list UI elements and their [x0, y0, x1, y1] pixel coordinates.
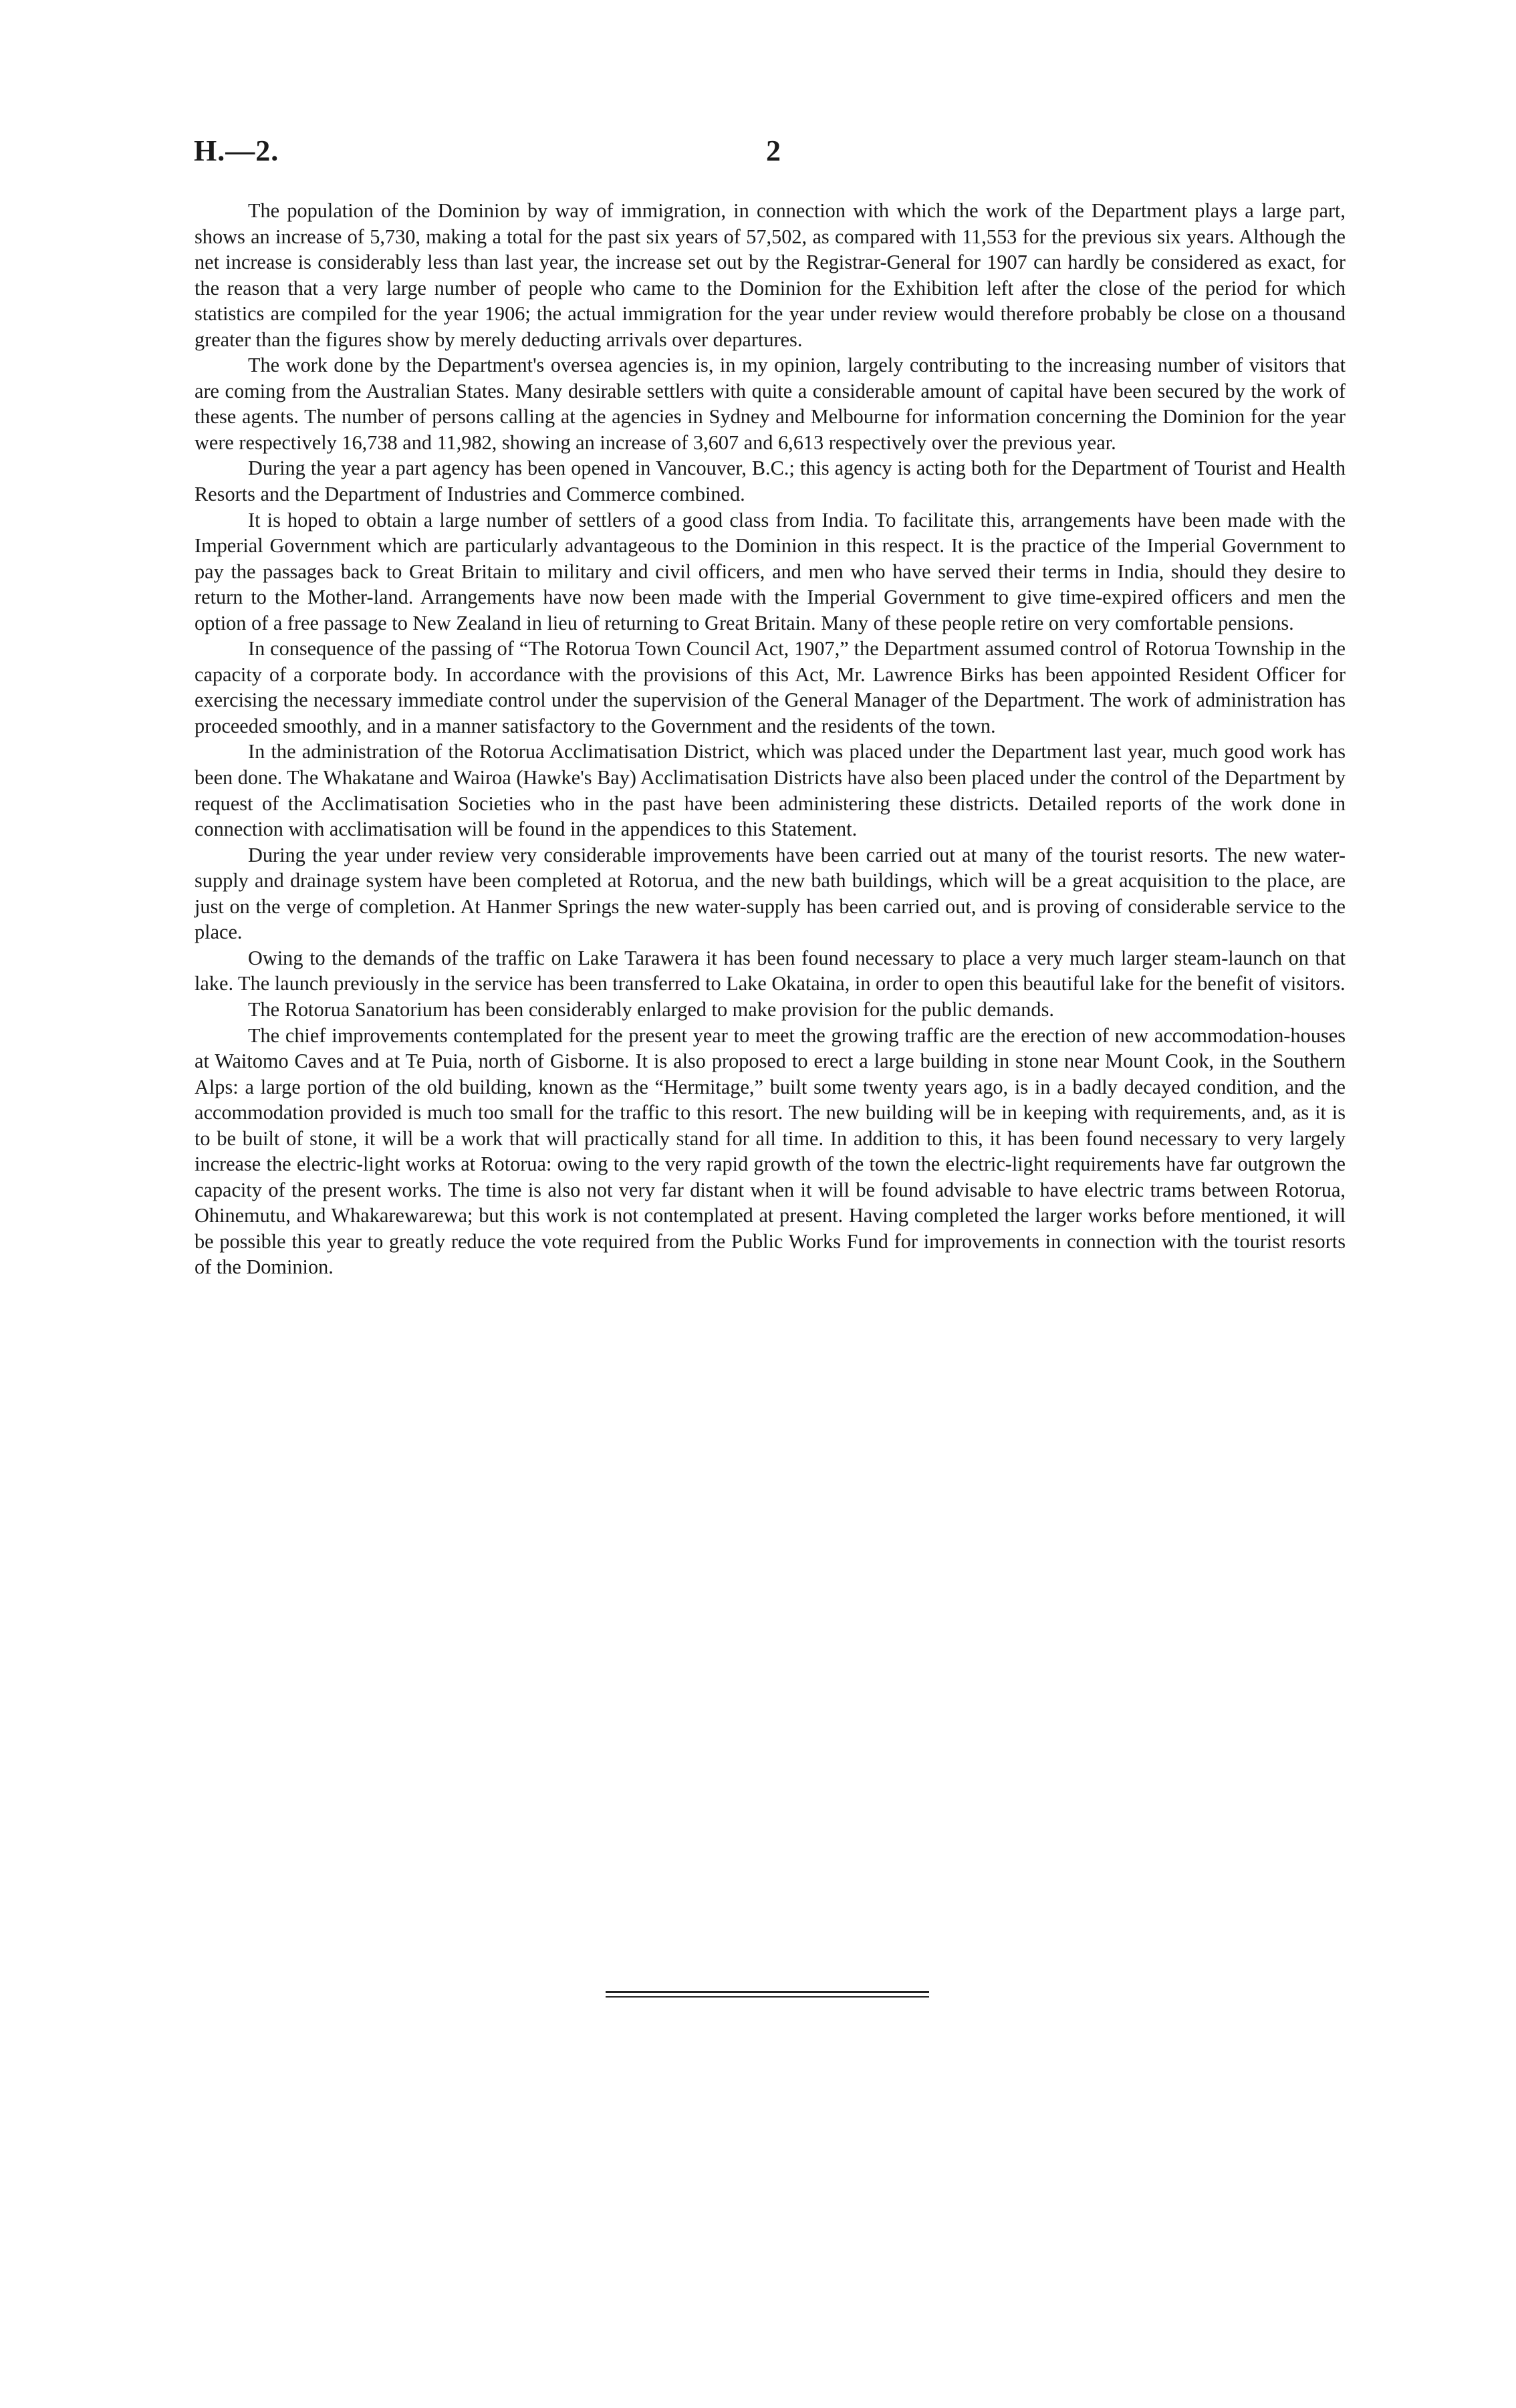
footer-rule-line [606, 1996, 929, 1998]
footer-rule-line [606, 1991, 929, 1993]
paragraph-immigration: The population of the Dominion by way of immigration, in connection with which the work of the Department plays a large part, shows an increase of 5,730, making a total for the past six years of 57,502, as compared with 11,553 for the previous six years. Although the net increase is considerably less than last year, the increase set out by the Registrar-General for 1907 can hardly be considered as exact, for the reason that a very large number of people who came to the Dominion for the Exhibition left after the close of the period for which statistics are compiled for the year 1906; the actual immigration for the year under review would therefore probably be close on a thousand greater than the figures show by merely deducting arrivals over departures. [195, 199, 1346, 351]
page-header [0, 134, 1516, 174]
page-number: 2 [766, 134, 781, 167]
paragraph-sanatorium: The Rotorua Sanatorium has been considerably enlarged to make provision for the public demands. [248, 997, 1054, 1021]
body-text [195, 198, 1346, 1280]
paragraph-vancouver-agency: During the year a part agency has been opened in Vancouver, B.C.; this agency is acting both for the Department of Tourist and Health Resorts and the Department of Industries and Commerce combined. [195, 457, 1346, 506]
paragraph-future-improvements: The chief improvements contemplated for the present year to meet the growing traffic are the erection of new accommodation-houses at Waitomo Caves and at Te Puia, north of Gisborne. It is also proposed to erect a large building in stone near Mount Cook, in the Southern Alps: a large portion of the old building, known as the “Hermitage,” built some twenty years ago, is in a badly decayed condition, and the accommodation provided is much too small for the traffic to this resort. The new building will be in keeping with requirements, and, as it is to be built of stone, it will be a work that will practically stand for all time. In addition to this, it has been found necessary to very largely increase the electric-light works at Rotorua: owing to the very rapid growth of the town the electric-light requirements have far outgrown the capacity of the present works. The time is also not very far distant when it will be found advisable to have electric trams between Rotorua, Ohinemutu, and Whakarewarewa; but this work is not contemplated at present. Having completed the larger works before mentioned, it will be possible this year to greatly reduce the vote required from the Public Works Fund for improvements in connection with the tourist resorts of the Dominion. [195, 1024, 1346, 1279]
document-code: H.—2. [194, 134, 279, 167]
paragraph-oversea-agencies: The work done by the Department's oversea agencies is, in my opinion, largely contributing to the increasing number of visitors that are coming from the Australian States. Many desirable settlers with quite a considerable amount of capital have been secured by the work of these agents. The number of persons calling at the agencies in Sydney and Melbourne for information concerning the Dominion for the year were respectively 16,738 and 11,982, showing an increase of 3,607 and 6,613 respectively over the previous year. [195, 354, 1346, 454]
paragraph-improvements: During the year under review very considerable improvements have been carried out at many of the tourist resorts. The new water-supply and drainage system have been completed at Rotorua, and the new bath buildings, which will be a great acquisition to the place, are just on the verge of completion. At Hanmer Springs the new water-supply has been carried out, and is proving of considerable service to the place. [195, 843, 1346, 944]
paragraph-acclimatisation: In the administration of the Rotorua Acclimatisation District, which was placed under the Department last year, much good work has been done. The Whakatane and Wairoa (Hawke's Bay) Acclimatisation Districts have also been placed under the control of the Department by request of the Acclimatisation Societies who in the past have been administering these districts. Detailed reports of the work done in connection with acclimatisation will be found in the appendices to this Statement. [195, 740, 1346, 841]
paragraph-rotorua-township: In consequence of the passing of “The Rotorua Town Council Act, 1907,” the Department assumed control of Rotorua Township in the capacity of a corporate body. In accordance with the provisions of this Act, Mr. Lawrence Birks has been appointed Resident Officer for exercising the necessary immediate control under the supervision of the General Manager of the Department. The work of administration has proceeded smoothly, and in a manner satisfactory to the Government and the residents of the town. [195, 637, 1346, 737]
paragraph-india-settlers: It is hoped to obtain a large number of settlers of a good class from India. To facilitate this, arrangements have been made with the Imperial Government which are particularly advantageous to the Dominion in this respect. It is the practice of the Imperial Government to pay the passages back to Great Britain to military and civil officers, and men who have served their terms in India, should they desire to return to the Mother-land. Arrangements have now been made with the Imperial Government to give time-expired officers and men the option of a free passage to New Zealand in lieu of returning to Great Britain. Many of these people retire on very comfortable pensions. [195, 508, 1346, 634]
paragraph-lake-tarawera: Owing to the demands of the traffic on Lake Tarawera it has been found necessary to place a very much larger steam-launch on that lake. The launch previously in the service has been transferred to Lake Okataina, in order to open this beautiful lake for the benefit of visitors. [195, 946, 1346, 995]
footer-double-rule [606, 1991, 929, 1998]
